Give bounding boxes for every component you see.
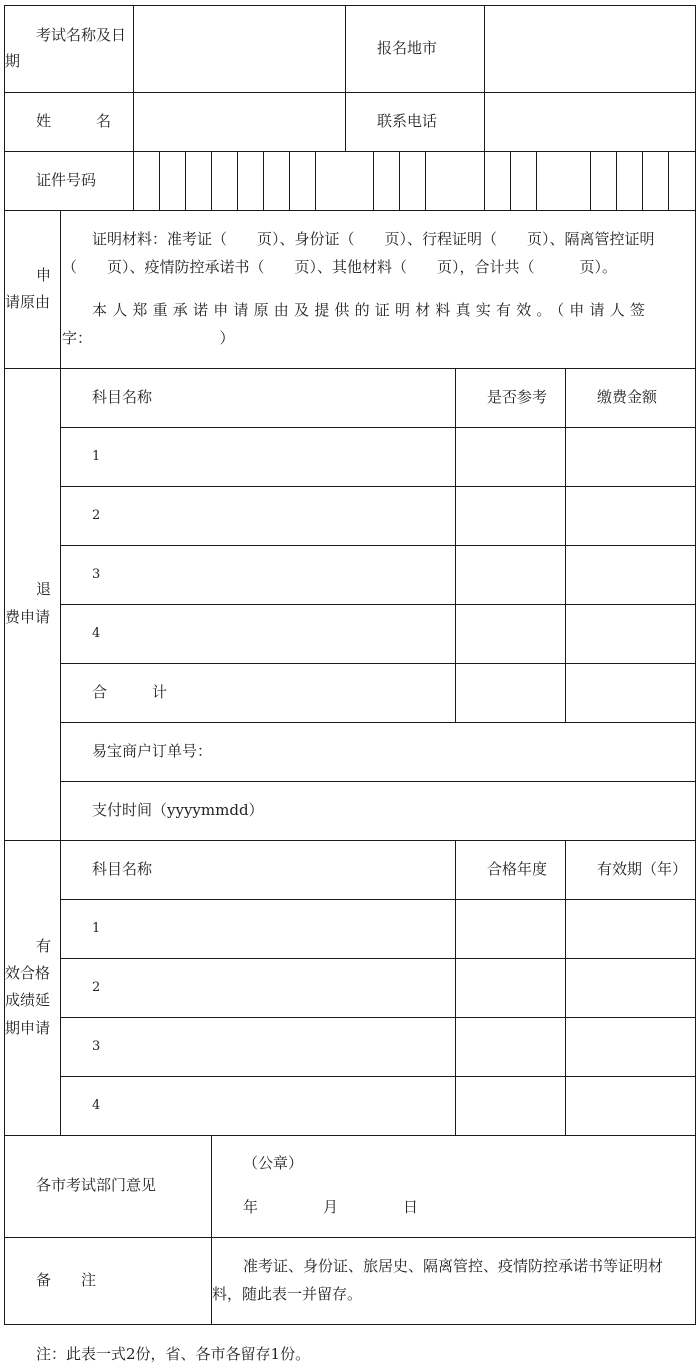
extension-section-label-cont: 期申请 (5, 1019, 51, 1037)
row-divider (60, 722, 696, 723)
extension-row-number: 1 (92, 921, 101, 936)
name-field[interactable] (135, 94, 343, 150)
table-border-bottom (4, 1324, 696, 1325)
id-digit-divider (616, 151, 617, 211)
opinion-label: 各市考试部门意见 (36, 1176, 157, 1194)
remarks-text-cont: 料，随此表一并留存。 (212, 1285, 363, 1303)
city-field[interactable] (486, 7, 694, 91)
id-digit-divider (289, 151, 290, 211)
extension-section-label-cont: 效合格 (5, 964, 51, 982)
id-digit-divider (373, 151, 374, 211)
phone-label: 联系电话 (377, 112, 438, 130)
id-digit-divider (668, 151, 669, 211)
refund-col-amount: 缴费金额 (597, 388, 658, 406)
table-border-top (4, 5, 696, 6)
materials-text: 证明材料：准考证（ 页）、身份证（ 页）、行程证明（ 页）、隔离管控证明 (92, 230, 655, 248)
name-label: 姓 名 (36, 112, 112, 130)
row-divider (4, 840, 696, 841)
order-number-label: 易宝商户订单号： (92, 742, 213, 760)
refund-row-number: 2 (92, 508, 101, 523)
col-divider (455, 840, 456, 1136)
id-digit-divider (536, 151, 537, 211)
refund-section-label: 退 (36, 580, 52, 598)
refund-row-number: 3 (92, 567, 101, 582)
row-divider (60, 427, 696, 428)
row-divider (60, 663, 696, 664)
exam-name-field[interactable] (135, 7, 343, 91)
col-divider (484, 5, 485, 211)
id-digit-divider (399, 151, 400, 211)
refund-row-number: 4 (92, 626, 101, 641)
refund-col-subject: 科目名称 (92, 388, 153, 406)
table-border-left (4, 5, 5, 1325)
extension-col-subject: 科目名称 (92, 860, 153, 878)
extension-col-year: 合格年度 (487, 860, 548, 878)
materials-text-cont: （ 页）、疫情防控承诺书（ 页）、其他材料（ 页），合计共（ 页）。 (62, 258, 618, 276)
payment-time-label: 支付时间（yyyymmdd） (92, 801, 264, 819)
exam-name-label-cont: 期 (5, 52, 21, 70)
row-divider (4, 368, 696, 369)
col-divider (455, 368, 456, 723)
col-divider (565, 368, 566, 723)
id-digit-divider (211, 151, 212, 211)
col-divider (133, 5, 134, 211)
exam-name-label: 考试名称及日 (36, 26, 127, 44)
footer-note: 注：此表一式2份，省、各市各留存1份。 (36, 1345, 311, 1363)
row-divider (60, 781, 696, 782)
id-digit-divider (425, 151, 426, 211)
row-divider (60, 1076, 696, 1077)
row-divider (4, 92, 696, 93)
phone-field[interactable] (486, 94, 694, 150)
id-digit-divider (185, 151, 186, 211)
id-digit-divider (315, 151, 316, 211)
id-digit-divider (159, 151, 160, 211)
id-number-label: 证件号码 (36, 171, 97, 189)
extension-section-label: 有 (36, 937, 52, 955)
refund-col-attended: 是否参考 (487, 388, 548, 406)
official-seal-text: （公章） (243, 1154, 304, 1172)
extension-section-label-cont: 成绩延 (5, 991, 51, 1009)
row-divider (60, 958, 696, 959)
date-day-label: 日 (403, 1198, 419, 1216)
table-border-right (695, 5, 696, 1325)
refund-total-label: 合 计 (92, 683, 168, 701)
signature-line[interactable]: 字： ） (62, 329, 235, 347)
reason-section-label-cont: 请原由 (5, 293, 51, 311)
row-divider (4, 151, 696, 152)
pledge-text: 本人郑重承诺申请原由及提供的证明材料真实有效。（申请人签 (92, 301, 651, 319)
extension-row-number: 4 (92, 1098, 101, 1113)
col-divider (345, 5, 346, 152)
remarks-label: 备 注 (36, 1271, 97, 1289)
row-divider (4, 1237, 696, 1238)
id-digit-divider (510, 151, 511, 211)
row-divider (60, 486, 696, 487)
reason-section-label: 申 (36, 266, 52, 284)
city-label: 报名地市 (377, 39, 438, 57)
extension-row-number: 3 (92, 1039, 101, 1054)
remarks-text: 准考证、身份证、旅居史、隔离管控、疫情防控承诺书等证明材 (243, 1257, 664, 1275)
date-year-label: 年 (243, 1198, 259, 1216)
label-col-divider (60, 210, 61, 1136)
refund-row-number: 1 (92, 449, 101, 464)
id-digit-divider (263, 151, 264, 211)
extension-col-validity: 有效期（年） (597, 860, 688, 878)
extension-row-number: 2 (92, 980, 101, 995)
refund-section-label-cont: 费申请 (5, 608, 51, 626)
row-divider (60, 604, 696, 605)
col-divider (565, 840, 566, 1136)
row-divider (60, 899, 696, 900)
id-digit-divider (642, 151, 643, 211)
row-divider (60, 545, 696, 546)
id-digit-divider (590, 151, 591, 211)
id-digit-divider (237, 151, 238, 211)
row-divider (4, 1135, 696, 1136)
date-month-label: 月 (323, 1198, 339, 1216)
row-divider (4, 210, 696, 211)
row-divider (60, 1017, 696, 1018)
